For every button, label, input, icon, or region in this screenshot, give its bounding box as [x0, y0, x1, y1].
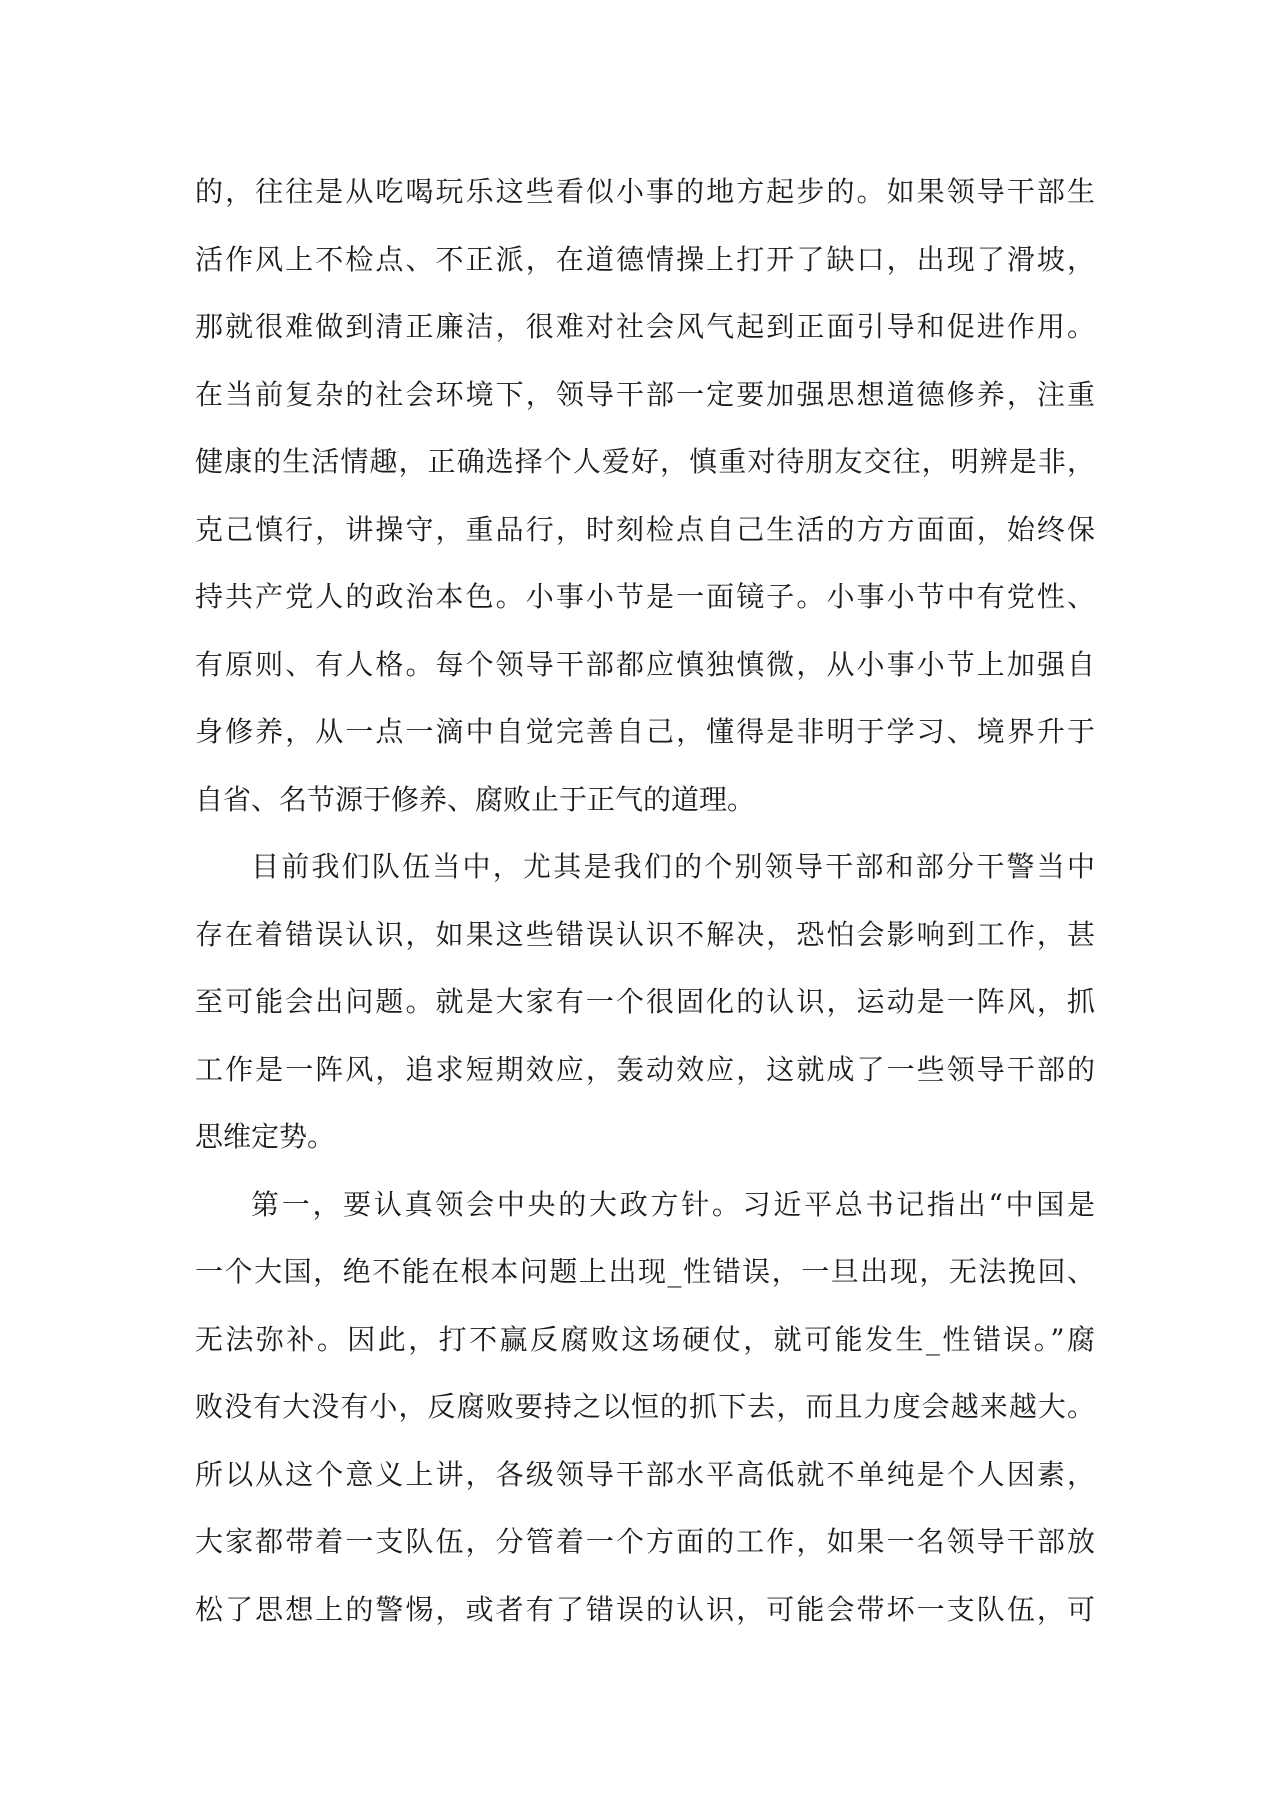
- paragraph-start-line: 目前我们队伍当中，尤其是我们的个别领导干部和部分干警当中: [251, 850, 1095, 883]
- text-line: 那就很难做到清正廉洁，很难对社会风气起到正面引导和促进作用。: [195, 310, 1095, 343]
- text-line: 无法弥补。因此，打不赢反腐败这场硬仗，就可能发生_性错误。”腐: [195, 1322, 1095, 1356]
- paragraph-start-line: 第一，要认真领会中央的大政方针。习近平总书记指出“中国是: [251, 1187, 1095, 1221]
- text-line: 存在着错误认识，如果这些错误认识不解决，恐怕会影响到工作，甚: [195, 917, 1095, 951]
- text-line: 工作是一阵风，追求短期效应，轰动效应，这就成了一些领导干部的: [195, 1052, 1095, 1086]
- text-line: 有原则、有人格。每个领导干部都应慎独慎微，从小事小节上加强自: [195, 647, 1095, 681]
- text-line: 克己慎行，讲操守，重品行，时刻检点自己生活的方方面面，始终保: [195, 512, 1095, 546]
- text-line: 活作风上不检点、不正派，在道德情操上打开了缺口，出现了滑坡，: [195, 242, 1095, 276]
- text-line: 一个大国，绝不能在根本问题上出现_性错误，一旦出现，无法挽回、: [195, 1255, 1095, 1288]
- text-line: 的，往往是从吃喝玩乐这些看似小事的地方起步的。如果领导干部生: [195, 175, 1095, 208]
- text-line: 所以从这个意义上讲，各级领导干部水平高低就不单纯是个人因素，: [195, 1457, 1095, 1491]
- text-line: 大家都带着一支队伍，分管着一个方面的工作，如果一名领导干部放: [195, 1525, 1095, 1558]
- text-line: 松了思想上的警惕，或者有了错误的认识，可能会带坏一支队伍，可: [195, 1592, 1095, 1626]
- text-line: 健康的生活情趣，正确选择个人爱好，慎重对待朋友交往，明辨是非，: [195, 445, 1095, 478]
- text-line: 在当前复杂的社会环境下，领导干部一定要加强思想道德修养，注重: [195, 377, 1095, 411]
- text-line: 自省、名节源于修养、腐败止于正气的道理。: [195, 782, 756, 816]
- text-line: 败没有大没有小，反腐败要持之以恒的抓下去，而且力度会越来越大。: [195, 1390, 1095, 1423]
- text-line: 身修养，从一点一滴中自觉完善自己，懂得是非明于学习、境界升于: [195, 715, 1095, 748]
- body-text: [195, 165, 1095, 1650]
- text-line: 思维定势。: [195, 1120, 336, 1153]
- text-line: 持共产党人的政治本色。小事小节是一面镜子。小事小节中有党性、: [195, 580, 1095, 613]
- text-line: 至可能会出问题。就是大家有一个很固化的认识，运动是一阵风，抓: [195, 985, 1095, 1018]
